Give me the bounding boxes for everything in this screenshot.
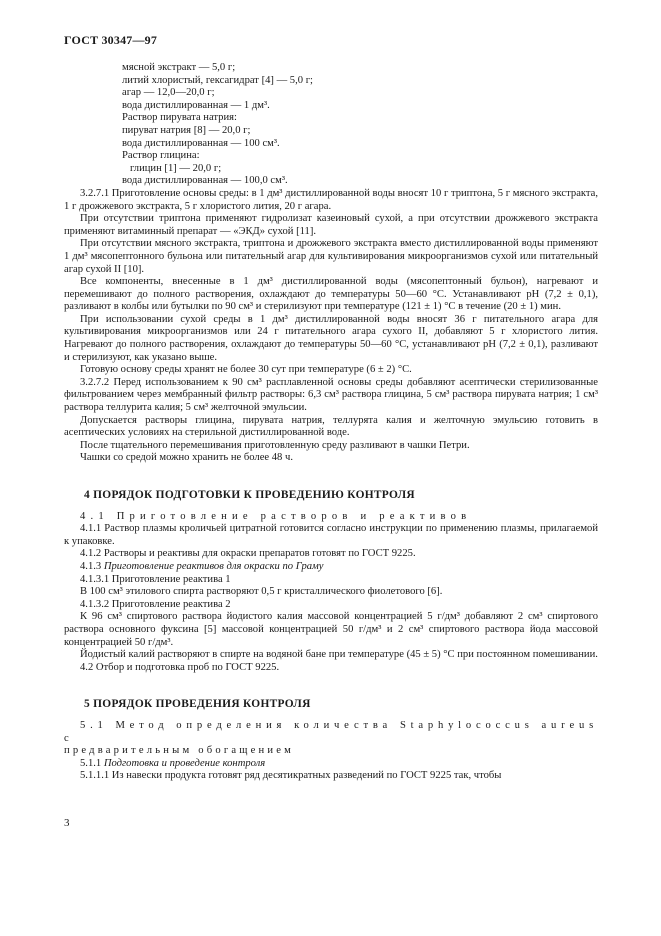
paragraph: При отсутствии триптона применяют гидролизат казеиновый сухой, а при отсутствии дрожжевого экстракта применяют витаминный препарат — «ЭКД» сухой [11].: [64, 213, 598, 237]
page-number: 3: [64, 817, 70, 829]
subsection-5-1-1: [64, 758, 598, 771]
ingredient-line: вода дистиллированная — 100,0 см³.: [122, 175, 288, 187]
clause-number: 4.1.3: [80, 560, 102, 572]
paragraph: 5.1.1.1 Из навески продукта готовят ряд десятикратных разведений по ГОСТ 9225 так, чтобы: [80, 770, 502, 782]
clause-title: Приготовление реактивов для окраски по Граму: [103, 560, 324, 572]
paragraph: 4.1.2 Растворы и реактивы для окраски препаратов готовят по ГОСТ 9225.: [80, 548, 416, 560]
subsection-4-1-title: 4.1 Приготовление растворов и реактивов: [80, 510, 472, 522]
ingredient-line: пируват натрия [8] — 20,0 г;: [122, 124, 251, 136]
paragraph: К 96 см³ спиртового раствора йодистого калия массовой концентрацией 5 г/дм³ добавляют 2 см³ спиртового раствора основного фуксина [5] массовой концентрацией 50 г/дм³ и 2 см³ спиртового раствора йода массовой концентрацией 50 г/дм³.: [64, 611, 598, 648]
ingredient-line: агар — 12,0—20,0 г;: [122, 87, 215, 99]
subsection-5-1-title: 5.1 Метод определения количества Staphylococcus aureus с: [64, 719, 598, 744]
paragraph: 3.2.7.2 Перед использованием к 90 см³ расплавленной основы среды добавляют асептически стерилизованные фильтрованием через мембранный фильтр растворы: 6,3 см³ раствора глицина, 5 см³ раствора пирувата натрия; 1 см³ раствора теллурита калия; 5 см³ желточной эмульсии.: [64, 376, 598, 414]
ingredient-line: глицин [1] — 20,0 г;: [130, 162, 222, 174]
section-4-heading: 4 ПОРЯДОК ПОДГОТОВКИ К ПРОВЕДЕНИЮ КОНТРОЛЯ: [84, 489, 415, 501]
solution-title: Раствор пирувата натрия:: [122, 112, 237, 124]
paragraph: Чашки со средой можно хранить не более 48 ч.: [80, 452, 293, 464]
section-5-heading: 5 ПОРЯДОК ПРОВЕДЕНИЯ КОНТРОЛЯ: [84, 698, 311, 711]
solution-title: Раствор глицина:: [122, 150, 200, 162]
ingredient-line: вода дистиллированная — 100 см³.: [122, 137, 280, 149]
clause-number: 5.1.1: [80, 757, 102, 769]
paragraph: 4.2 Отбор и подготовка проб по ГОСТ 9225.: [80, 661, 280, 673]
page-content: [64, 62, 598, 783]
paragraph: После тщательного перемешивания приготовленную среду разливают в чашки Петри.: [80, 439, 470, 451]
document-code: ГОСТ 30347—97: [64, 33, 158, 47]
ingredient-line: мясной экстракт — 5,0 г;: [122, 62, 236, 73]
subsection-5-1-title-cont: предварительным обогащением: [64, 745, 295, 757]
ingredient-line: литий хлористый, гексагидрат [4] — 5,0 г;: [122, 74, 313, 86]
paragraph: В 100 см³ этилового спирта растворяют 0,5 г кристаллического фиолетового [6].: [80, 586, 443, 598]
paragraph: Допускается растворы глицина, пирувата натрия, теллурята калия и желточную эмульсию готовить в асептических условиях на стерильной дистиллированной воде.: [64, 414, 598, 439]
paragraph: 4.1.1 Раствор плазмы кроличьей цитратной готовится согласно инструкции по применению плазмы, прилагаемой к упаковке.: [64, 523, 598, 547]
paragraph: Готовую основу среды хранят не более 30 сут при температуре (6 ± 2) °С.: [80, 364, 412, 376]
paragraph: 3.2.7.1 Приготовление основы среды: в 1 дм³ дистиллированной воды вносят 10 г триптона, 5 г мясного экстракта, 1 г дрожжевого экстракта, 5 г хлористого лития, 20 г агара.: [64, 187, 599, 212]
paragraph: 4.1.3.1 Приготовление реактива 1: [80, 573, 231, 585]
paragraph: При использовании сухой среды в 1 дм³ дистиллированной воды вносят 36 г питательного агара для культивирования микроорганизмов или 24 г питательного агара сухого II, добавляют 5 г хлористого лития. Нагревают до полного растворения, охлаждают до температуры 50—60 °С, устанавливают рН (7,2 ± 0,1), разливают и стерилизуют, как указано выше.: [64, 313, 598, 363]
paragraph: Все компоненты, внесенные в 1 дм³ дистиллированной воды (мясопептонный бульон), нагревают и перемешивают до полного растворения, охлаждают до температуры 50—60 °С. Устанавливают рН (7,2 ± 0,1), разливают в колбы или бутылки по 90 см³ и стерилизуют при температуре (121 ± 1) °С в течение (20 ± 1) мин.: [64, 276, 598, 313]
paragraph: 4.1.3.2 Приготовление реактива 2: [80, 598, 231, 610]
subsection-4-1-3: [64, 561, 598, 574]
clause-title: Подготовка и проведение контроля: [103, 757, 266, 769]
paragraph: При отсутствии мясного экстракта, триптона и дрожжевого экстракта вместо дистиллированной воды применяют 1 дм³ мясопептонного бульона или питательный агар для культивирования микроорганизмов сухой или питательный агар сухой II [10].: [64, 238, 598, 275]
ingredient-line: вода дистиллированная — 1 дм³.: [122, 99, 270, 111]
paragraph: Йодистый калий растворяют в спирте на водяной бане при температуре (45 ± 5) °С при постоянном помешивании.: [80, 649, 598, 661]
